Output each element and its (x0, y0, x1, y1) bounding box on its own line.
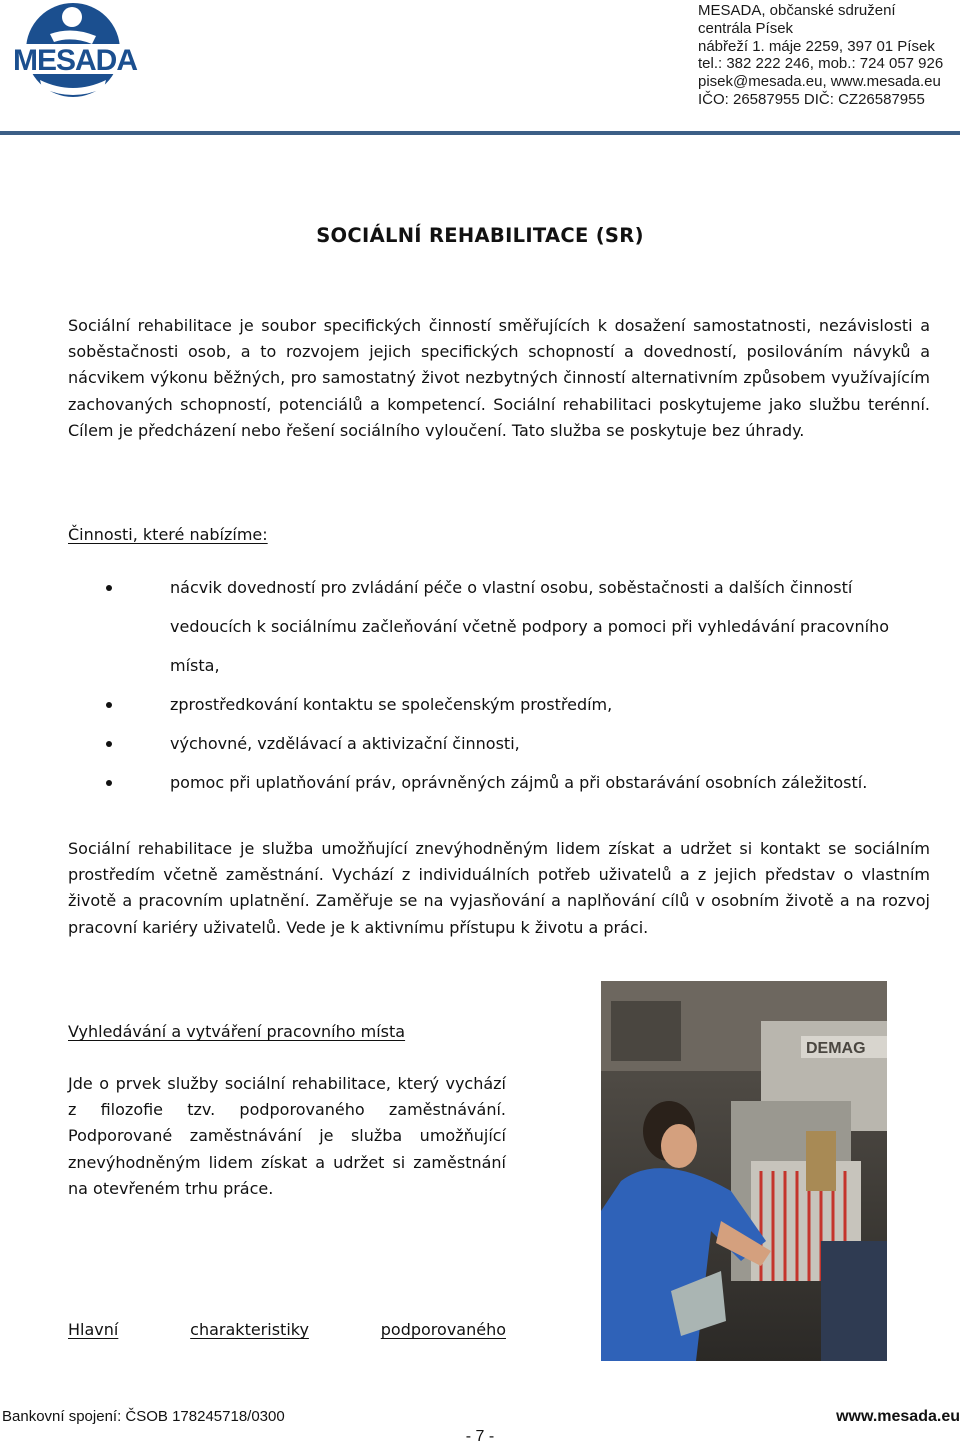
job-search-heading: Vyhledávání a vytváření pracovního místa (68, 1022, 406, 1041)
service-paragraph: Sociální rehabilitace je služba umožňující znevýhodněným lidem získat a udržet si kontakt se sociálním prostředím včetně zaměstnání. Vychází z individuálních potřeb uživatelů a z jejich představ o vlastním životě a pracovním uplatnění. Zaměřuje se na vyjasňování a naplňování cílů v osobním životě a na rozvoj pracovní kariéry uživatelů. Vede je k aktivnímu přístupu k životu a práci. (68, 839, 930, 937)
list-item-text: zprostředkování kontaktu se společenským prostředím, (170, 695, 613, 714)
photo-banner-text: DEMAG (806, 1040, 866, 1057)
activities-heading: Činnosti, které nabízíme: (68, 525, 268, 544)
workshop-photo (601, 981, 887, 1361)
footer-website-link[interactable]: www.mesada.eu (836, 1408, 960, 1425)
header-divider (0, 131, 960, 135)
bullet-icon (106, 585, 112, 591)
list-item-text: pomoc při uplatňování práv, oprávněných zájmů a při obstarávání osobních záležitostí. (170, 773, 868, 792)
list-item (68, 685, 930, 724)
activities-list (68, 568, 930, 802)
org-line: nábřeží 1. máje 2259, 397 01 Písek (698, 37, 935, 55)
list-item-text: výchovné, vzdělávací a aktivizační činnosti, (170, 734, 520, 753)
organization-contact-block (698, 2, 960, 109)
list-item-text: nácvik dovedností pro zvládání péče o vlastní osobu, soběstačnosti a dalších činností vedoucích k sociálnímu začleňování včetně podpory a pomoci při vyhledávání pracovního místa, (170, 578, 890, 675)
heading-word: Hlavní (68, 1320, 119, 1339)
intro-paragraph: Sociální rehabilitace je soubor specifických činností směřujících k dosažení samostatnosti, nezávislosti a soběstačnosti osob, a to rozvojem jejich specifických schopností a dovedností, posilováním návyků a nácvikem výkonu běžných, pro samostatný život nezbytných činností alternativním způsobem využívajícím zachovaných schopností, potenciálů a kompetencí. Sociální rehabilitaci poskytujeme jako službu terénní. Cílem je předcházení nebo řešení sociálního vyloučení. Tato služba se poskytuje bez úhrady. (68, 316, 930, 440)
heading-word: charakteristiky (190, 1320, 309, 1339)
characteristics-heading (68, 1320, 506, 1339)
page-number: - 7 - (465, 1428, 495, 1445)
bullet-icon (106, 702, 112, 708)
mesada-logo (0, 0, 150, 104)
org-line[interactable]: pisek@mesada.eu, www.mesada.eu (698, 73, 941, 91)
heading-word: podporovaného (380, 1320, 506, 1339)
mesada-logo-icon (0, 0, 150, 104)
footer-bank-info: Bankovní spojení: ČSOB 178245718/0300 (2, 1408, 285, 1425)
logo-wordmark: MESADA (12, 44, 138, 77)
org-line: centrála Písek (698, 19, 794, 37)
workshop-photo-image (601, 981, 887, 1361)
bullet-icon (106, 741, 112, 747)
org-line: tel.: 382 222 246, mob.: 724 057 926 (698, 55, 944, 73)
page-title: SOCIÁLNÍ REHABILITACE (SR) (316, 224, 644, 247)
org-line: IČO: 26587955 DIČ: CZ26587955 (698, 90, 925, 108)
list-item (68, 763, 930, 802)
bullet-icon (106, 780, 112, 786)
org-line: MESADA, občanské sdružení (698, 2, 896, 19)
list-item (68, 724, 930, 763)
list-item (68, 568, 930, 685)
job-search-paragraph: Jde o prvek služby sociální rehabilitace, který vychází z filozofie tzv. podporovaného zaměstnávání. Podporované zaměstnávání je služba umožňující znevýhodněným lidem získat a udržet si zaměstnání na otevřeném trhu práce. (68, 1074, 506, 1198)
